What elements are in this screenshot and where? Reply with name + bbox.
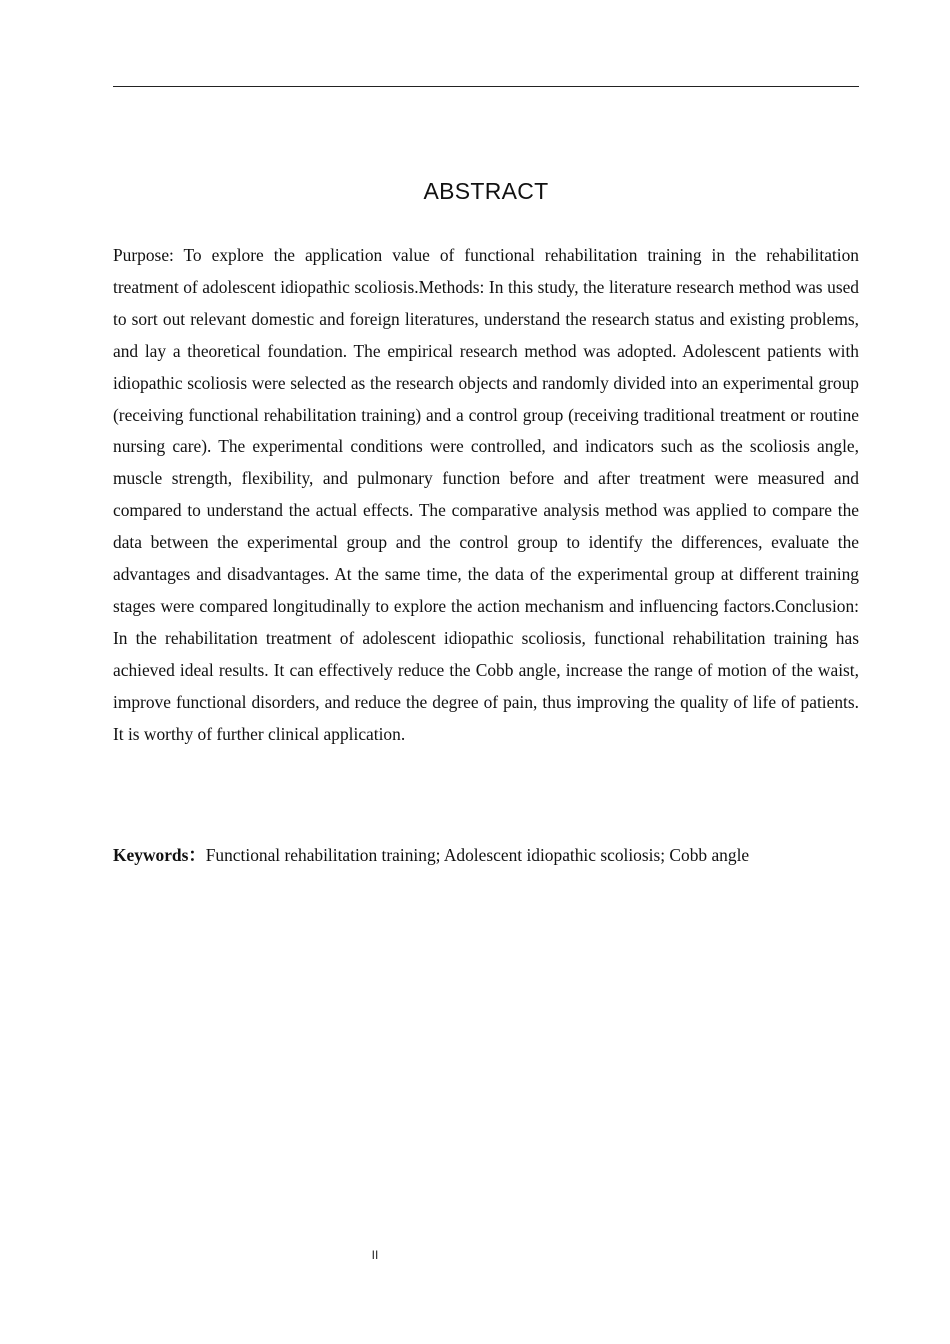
abstract-paragraph: Purpose: To explore the application value of functional rehabilitation training in the rehabilitation treatment of adolescent idiopathic scoliosis.Methods: In this study, the literature research method was used to sort out relevant domestic and foreign literatures, understand the research status and existing problems, and lay a theoretical foundation. The empirical research method was adopted. Adolescent patients with idiopathic scoliosis were selected as the research objects and randomly divided into an experimental group (receiving functional rehabilitation training) and a control group (receiving traditional treatment or routine nursing care). The experimental conditions were controlled, and indicators such as the scoliosis angle, muscle strength, flexibility, and pulmonary function before and after treatment were measured and compared to understand the actual effects. The comparative analysis method was applied to compare the data between the experimental group and the control group to identify the differences, evaluate the advantages and disadvantages. At the same time, the data of the experimental group at different training stages were compared longitudinally to explore the action mechanism and influencing factors.Conclusion: In the rehabilitation treatment of adolescent idiopathic scoliosis, functional rehabilitation training has achieved ideal results. It can effectively reduce the Cobb angle, increase the range of motion of the waist, improve functional disorders, and reduce the degree of pain, thus improving the quality of life of patients. It is worthy of further clinical application. [113, 245, 859, 744]
page-number: II [371, 1248, 379, 1262]
abstract-title: ABSTRACT [423, 178, 549, 204]
keywords-label: Keywords： [113, 845, 206, 865]
keywords-text: Functional rehabilitation training; Adolescent idiopathic scoliosis; Cobb angle [205, 845, 750, 865]
keywords-line [113, 840, 859, 872]
header-rule [113, 86, 859, 87]
